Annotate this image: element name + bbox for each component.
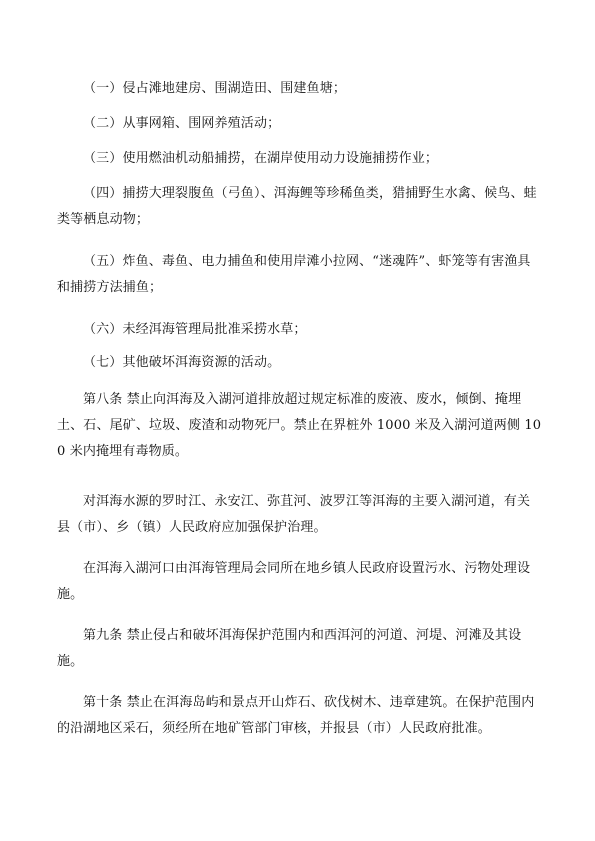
clause-item-3: （三）使用燃油机动船捕捞，在湖岸使用动力设施捕捞作业； — [83, 151, 439, 166]
clause-item-6: （六）未经洱海管理局批准采捞水草； — [83, 322, 307, 337]
clause-item-7: （七）其他破坏洱海资源的活动。 — [83, 355, 281, 370]
article-8-paragraph-3: 在洱海入湖河口由洱海管理局会同所在地乡镇人民政府设置污水、污物处理设施。 — [57, 561, 531, 602]
article-9-paragraph: 第九条 禁止侵占和破坏洱海保护范围内和西洱河的河道、河堤、河滩及其设施。 — [57, 628, 522, 669]
clause-item-4: （四）捕捞大理裂腹鱼（弓鱼）、洱海鲤等珍稀鱼类，猎捕野生水禽、候鸟、蛙类等栖息动物； — [57, 186, 537, 227]
clause-item-5: （五）炸鱼、毒鱼、电力捕鱼和使用岸滩小拉网、“迷魂阵”、虾笼等有害渔具和捕捞方法捕鱼； — [57, 254, 531, 295]
article-8-paragraph: 第八条 禁止向洱海及入湖河道排放超过规定标准的废液、废水，倾倒、掩埋土、石、尾矿、垃圾、废渣和动物死尸。禁止在界桩外 1000 米及入湖河道两侧 100 米内掩埋有毒物质。 — [57, 392, 542, 459]
article-10-paragraph: 第十条 禁止在洱海岛屿和景点开山炸石、砍伐树木、违章建筑。在保护范围内的沿湖地区采石，须经所在地矿管部门审核，并报县（市）人民政府批准。 — [57, 695, 535, 736]
clause-item-2: （二）从事网箱、围网养殖活动； — [83, 116, 281, 131]
clause-item-1: （一）侵占滩地建房、围湖造田、围建鱼塘； — [83, 81, 347, 96]
article-8-paragraph-2: 对洱海水源的罗时江、永安江、弥苴河、波罗江等洱海的主要入湖河道，有关县（市）、乡（镇）人民政府应加强保护治理。 — [57, 494, 531, 535]
